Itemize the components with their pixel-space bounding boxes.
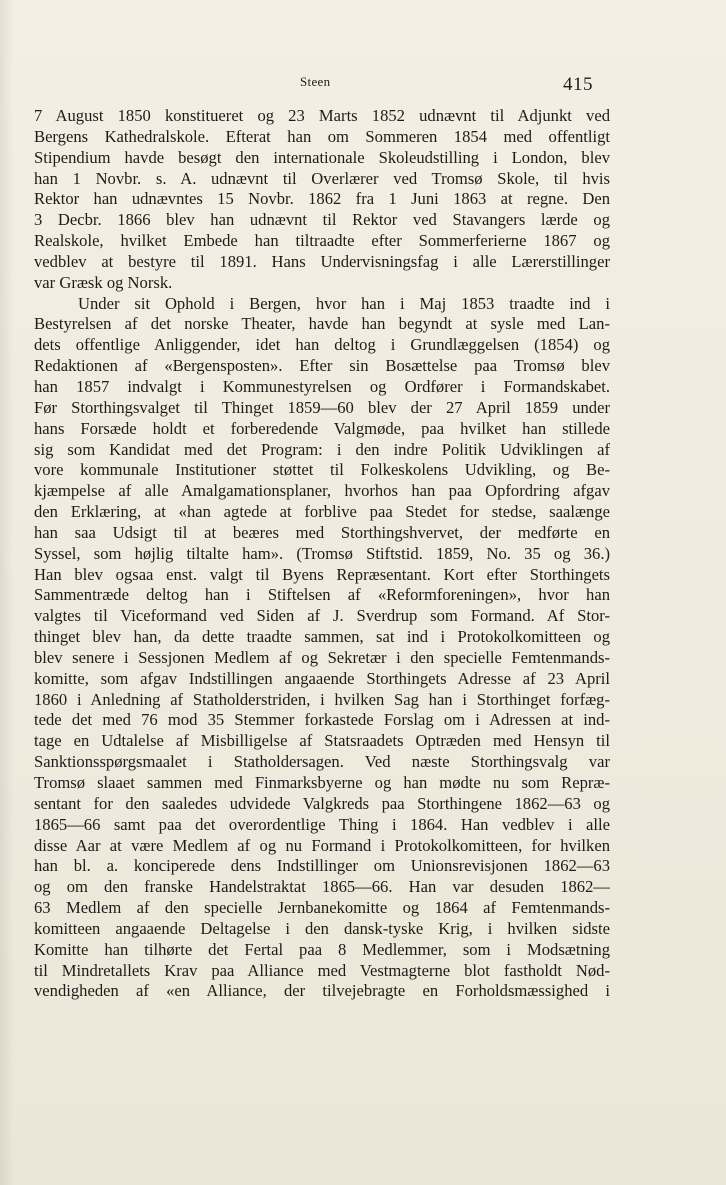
text-line: Sammentræde deltog han i Stiftelsen af «Reformforeningen», hvor han xyxy=(34,585,610,605)
text-line: komitte, som afgav Indstillingen angaaende Storthingets Adresse af 23 April xyxy=(34,668,610,688)
text-line: 3 Decbr. 1866 blev han udnævnt til Rektor ved Stavangers lærde og xyxy=(34,210,610,230)
text-line: sentant for den saaledes udvidede Valgkreds paa Storthingene 1862—63 og xyxy=(34,793,610,813)
text-line: Tromsø slaaet sammen med Finmarksbyerne og han mødte nu som Repræ- xyxy=(34,773,610,792)
text-line: komitteen angaaende Deltagelse i den dansk-tyske Krig, i hvilken sidste xyxy=(34,918,610,938)
text-line: dets offentlige Anliggender, idet han deltog i Grundlæggelsen (1854) og xyxy=(34,335,610,355)
text-line: Bestyrelsen af det norske Theater, havde han begyndt at sysle med Lan- xyxy=(34,314,610,334)
text-line: hans Forsæde holdt et forberedende Valgmøde, paa hvilket han stillede xyxy=(34,418,610,438)
text-line: tede det med 76 mod 35 Stemmer forkastede Forslag om i Adressen at ind- xyxy=(34,710,610,730)
text-line: disse Aar at være Medlem af og nu Formand i Protokolkomitteen, for hvilken xyxy=(34,835,610,855)
text-line: Han blev ogsaa enst. valgt til Byens Repræsentant. Kort efter Storthingets xyxy=(34,564,610,584)
text-line: Realskole, hvilket Embede han tiltraadte efter Sommerferierne 1867 og xyxy=(34,231,610,251)
text-line: Bergens Kathedralskole. Efterat han om Sommeren 1854 med offentligt xyxy=(34,126,610,146)
text-line: 1860 i Anledning af Statholderstriden, i hvilken Sag han i Storthinget forfæg- xyxy=(34,689,610,709)
text-line: vendigheden af «en Alliance, der tilvejebragte en Forholdsmæssighed i xyxy=(34,981,610,1001)
page-number: 415 xyxy=(563,74,593,95)
text-line: vore kommunale Institutioner støttet til Folkeskolens Udvikling, og Be- xyxy=(34,460,610,480)
text-line: han 1 Novbr. s. A. udnævnt til Overlærer ved Tromsø Skole, til hvis xyxy=(34,168,610,188)
text-line: tage en Udtalelse af Misbilligelse af Statsraadets Optræden med Hensyn til xyxy=(34,731,610,751)
text-line: Stipendium havde besøgt den internationale Skoleudstilling i London, blev xyxy=(34,147,610,167)
paragraph-end-line: var Græsk og Norsk. xyxy=(34,272,173,292)
text-line: Rektor han udnævntes 15 Novbr. 1862 fra 1 Juni 1863 at regne. Den xyxy=(34,189,610,209)
paragraph-start-line: Under sit Ophold i Bergen, hvor han i Maj 1853 traadte ind i xyxy=(78,293,610,313)
text-line: Komitte han tilhørte det Fertal paa 8 Medlemmer, som i Modsætning xyxy=(34,939,610,959)
body-text xyxy=(34,106,610,1002)
text-line: Før Storthingsvalget til Thinget 1859—60 blev der 27 April 1859 under xyxy=(34,397,610,417)
text-line: blev senere i Sessjonen Medlem af og Sekretær i den specielle Femtenmands- xyxy=(34,647,610,667)
text-line: thinget blev han, da dette traadte sammen, sat ind i Protokolkomitteen og xyxy=(34,627,610,647)
page-edge-shadow xyxy=(0,0,14,1185)
text-line: 1865—66 samt paa det overordentlige Thing i 1864. Han vedblev i alle xyxy=(34,814,610,834)
text-line: vedblev at bestyre til 1891. Hans Undervisningsfag i alle Lærerstillinger xyxy=(34,251,610,271)
text-line: valgtes til Viceformand ved Siden af J. Sverdrup som Formand. Af Stor- xyxy=(34,606,610,626)
text-line: 7 August 1850 konstitueret og 23 Marts 1852 udnævnt til Adjunkt ved xyxy=(34,106,610,125)
text-line: han bl. a. konciperede dens Indstillinger om Unionsrevisjonen 1862—63 xyxy=(34,856,610,876)
running-head: Steen xyxy=(300,74,331,89)
text-line: til Mindretallets Krav paa Alliance med Vestmagterne blot fastholdt Nød- xyxy=(34,960,610,980)
text-line: han 1857 indvalgt i Kommunestyrelsen og Ordfører i Formandskabet. xyxy=(34,376,610,396)
text-line: den Erklæring, at «han agtede at forblive paa Stedet for stedse, saalænge xyxy=(34,502,610,522)
text-line: og om den franske Handelstraktat 1865—66. Han var desuden 1862— xyxy=(34,877,610,897)
text-line: kjæmpelse af alle Amalgamationsplaner, hvorhos han paa Opfordring afgav xyxy=(34,481,610,501)
text-line: Sanktionsspørgsmaalet i Statholdersagen. Ved næste Storthingsvalg var xyxy=(34,752,610,772)
text-line: 63 Medlem af den specielle Jernbanekomitte og 1864 af Femtenmands- xyxy=(34,898,610,918)
text-line: han saa Udsigt til at beæres med Storthingshvervet, der medførte en xyxy=(34,522,610,542)
text-line: Syssel, som højlig tiltalte ham». (Tromsø Stiftstid. 1859, No. 35 og 36.) xyxy=(34,543,610,563)
text-line: Redaktionen af «Bergensposten». Efter sin Bosættelse paa Tromsø blev xyxy=(34,356,610,376)
text-line: sig som Kandidat med det Program: i den indre Politik Udviklingen af xyxy=(34,439,610,459)
